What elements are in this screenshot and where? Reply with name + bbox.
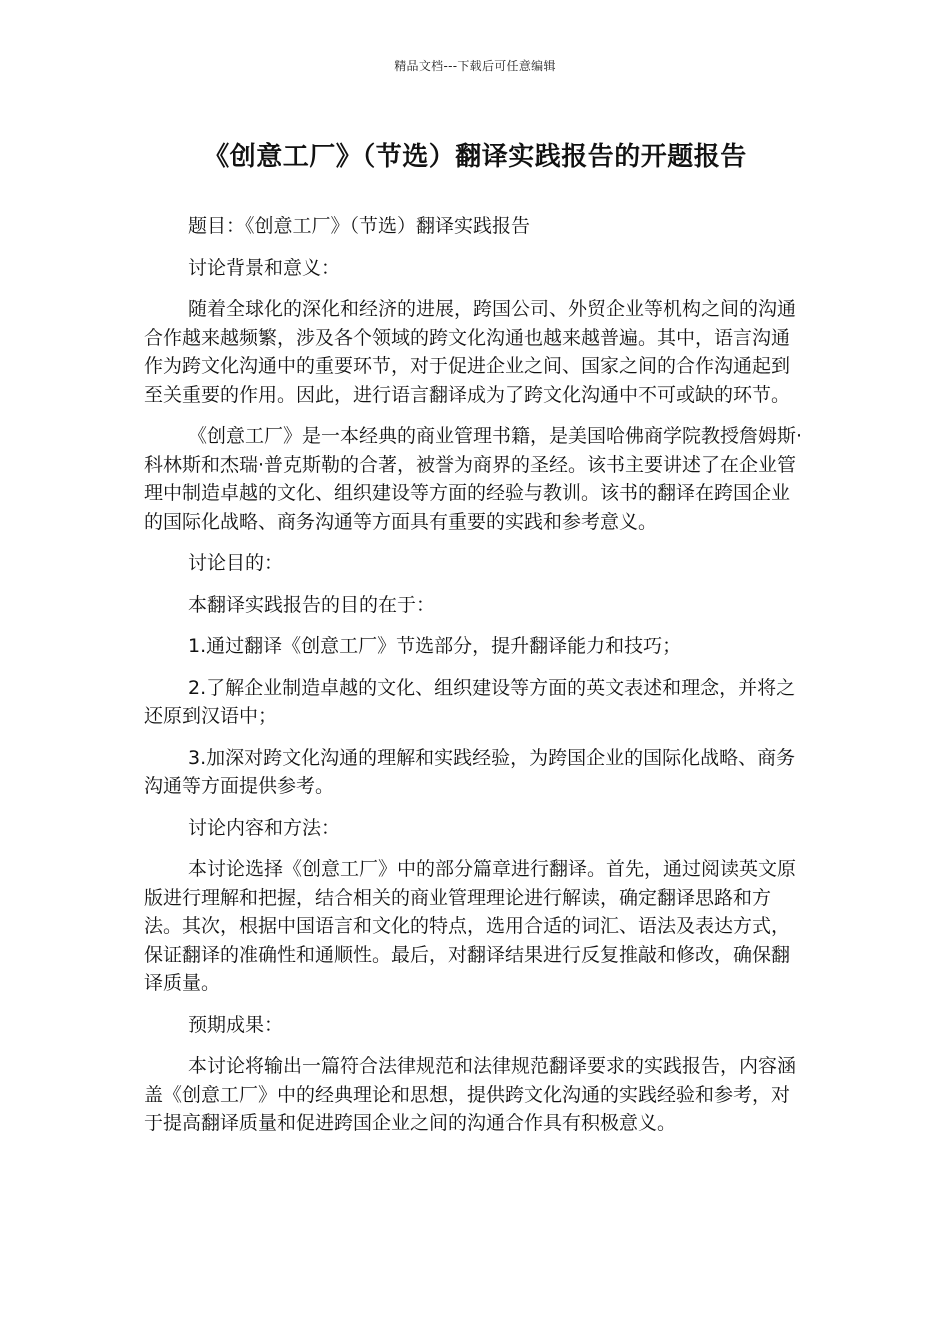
section-heading-purpose: 讨论目的： bbox=[188, 552, 284, 574]
section-heading-content-method: 讨论内容和方法： bbox=[188, 816, 341, 839]
section-heading-expected-results: 预期成果： bbox=[188, 1013, 284, 1036]
section-heading-background: 讨论背景和意义： bbox=[188, 256, 341, 279]
list-item: 1.通过翻译《创意工厂》节选部分，提升翻译能力和技巧； bbox=[188, 635, 682, 657]
header-note: 精品文档---下载后可任意编辑 bbox=[394, 59, 556, 73]
body-paragraph: 本讨论选择《创意工厂》中的部分篇章进行翻译。首先，通过阅读英文原版进行理解和把握，结合相关的商业管理理论进行解读，确定翻译思路和方法。其次，根据中国语言和文化的特点，选用合适的词汇、语法及表达方式，保证翻译的准确性和通顺性。最后，对翻译结果进行反复推敲和修改，确保翻译质量。 bbox=[144, 858, 797, 994]
body-paragraph: 《创意工厂》是一本经典的商业管理书籍，是美国哈佛商学院教授詹姆斯·科林斯和杰瑞·普克斯勒的合著，被誉为商界的圣经。该书主要讲述了在企业管理中制造卓越的文化、组织建设等方面的经验与教训。该书的翻译在跨国企业的国际化战略、商务沟通等方面具有重要的实践和参考意义。 bbox=[144, 425, 803, 533]
list-item: 3.加深对跨文化沟通的理解和实践经验，为跨国企业的国际化战略、商务沟通等方面提供参考。 bbox=[144, 746, 796, 797]
body-paragraph: 随着全球化的深化和经济的进展，跨国公司、外贸企业等机构之间的沟通合作越来越频繁，涉及各个领域的跨文化沟通也越来越普遍。其中，语言沟通作为跨文化沟通中的重要环节，对于促进企业之间、国家之间的合作沟通起到至关重要的作用。因此，进行语言翻译成为了跨文化沟通中不可或缺的环节。 bbox=[144, 298, 797, 406]
body-paragraph: 本讨论将输出一篇符合法律规范和法律规范翻译要求的实践报告，内容涵盖《创意工厂》中的经典理论和思想，提供跨文化沟通的实践经验和参考，对于提高翻译质量和促进跨国企业之间的沟通合作具有积极意义。 bbox=[144, 1055, 797, 1134]
document-body bbox=[144, 212, 806, 1151]
topic-line: 题目：《创意工厂》（节选）翻译实践报告 bbox=[188, 215, 531, 237]
list-item: 2.了解企业制造卓越的文化、组织建设等方面的英文表述和理念，并将之还原到汉语中； bbox=[144, 676, 796, 727]
document-title: 《创意工厂》（节选）翻译实践报告的开题报告 bbox=[203, 142, 747, 172]
body-paragraph: 本翻译实践报告的目的在于： bbox=[188, 593, 436, 616]
